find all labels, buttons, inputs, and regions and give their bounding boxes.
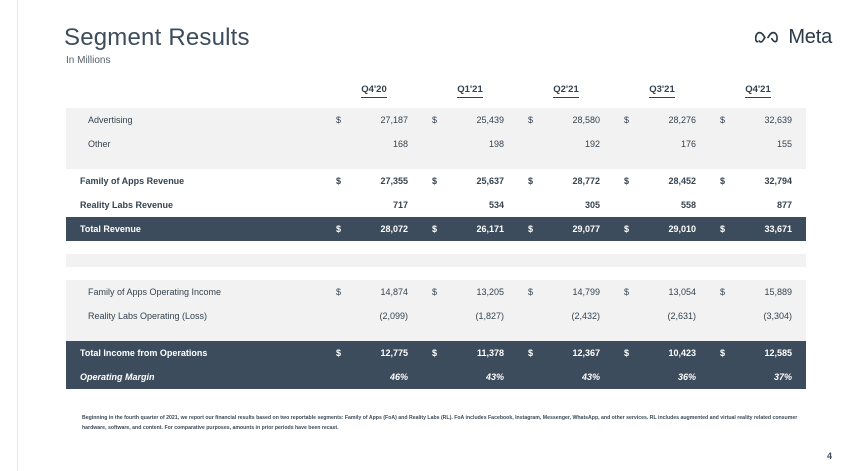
table-row (66, 280, 806, 304)
cell-q3-21: $ 28,452 (614, 169, 710, 193)
cell-q2-21: 192 (518, 132, 614, 156)
table-spacer (66, 328, 806, 341)
cell-q1-21: $ 25,637 (422, 169, 518, 193)
cell-q2-21: $ 29,077 (518, 217, 614, 241)
cell-q4-20: $ 12,775 (326, 341, 422, 365)
col-header-label (66, 76, 326, 103)
cell-q3-21: 558 (614, 193, 710, 217)
row-label: Family of Apps Operating Income (66, 280, 326, 304)
cell-q4-21: 155 (710, 132, 806, 156)
row-label: Reality Labs Operating (Loss) (66, 304, 326, 328)
table-header-row (66, 76, 806, 103)
cell-q2-21: (2,432) (518, 304, 614, 328)
table-row-total-revenue (66, 217, 806, 241)
page-number: 4 (826, 451, 832, 461)
col-header-q1-21: Q1'21 (422, 76, 518, 103)
cell-q4-21: $ 32,794 (710, 169, 806, 193)
table-row-total-income (66, 341, 806, 365)
cell-q4-21: (3,304) (710, 304, 806, 328)
slide-content (18, 0, 854, 471)
row-label: Family of Apps Revenue (66, 169, 326, 193)
cell-q4-20: 46% (326, 365, 422, 389)
cell-q4-20: $ 14,874 (326, 280, 422, 304)
col-header-q4-21: Q4'21 (710, 76, 806, 103)
row-label: Other (66, 132, 326, 156)
cell-q3-21: 36% (614, 365, 710, 389)
table-row (66, 108, 806, 132)
cell-q1-21: $ 13,205 (422, 280, 518, 304)
cell-q4-21: $ 15,889 (710, 280, 806, 304)
meta-infinity-icon (755, 29, 781, 46)
table-spacer (66, 267, 806, 280)
col-header-q4-20: Q4'20 (326, 76, 422, 103)
cell-q4-21: $ 12,585 (710, 341, 806, 365)
row-label: Total Income from Operations (66, 341, 326, 365)
cell-q2-21: $ 28,772 (518, 169, 614, 193)
cell-q1-21: $ 25,439 (422, 108, 518, 132)
cell-q4-21: $ 33,671 (710, 217, 806, 241)
col-header-q2-21: Q2'21 (518, 76, 614, 103)
table-row (66, 304, 806, 328)
cell-q2-21: 305 (518, 193, 614, 217)
table-spacer (66, 254, 806, 267)
page-title: Segment Results (64, 24, 250, 51)
cell-q2-21: $ 12,367 (518, 341, 614, 365)
table-row (66, 169, 806, 193)
slide-left-rail (0, 0, 18, 471)
col-header-q3-21: Q3'21 (614, 76, 710, 103)
cell-q1-21: 43% (422, 365, 518, 389)
table-row (66, 193, 806, 217)
meta-wordmark: Meta (788, 26, 832, 48)
segment-results-table (66, 76, 806, 389)
table-body (66, 103, 806, 389)
cell-q3-21: $ 28,276 (614, 108, 710, 132)
cell-q4-21: 37% (710, 365, 806, 389)
cell-q4-21: 877 (710, 193, 806, 217)
cell-q3-21: $ 10,423 (614, 341, 710, 365)
row-label: Total Revenue (66, 217, 326, 241)
row-label: Operating Margin (66, 365, 326, 389)
cell-q3-21: $ 29,010 (614, 217, 710, 241)
cell-q3-21: $ 13,054 (614, 280, 710, 304)
cell-q4-20: $ 27,355 (326, 169, 422, 193)
cell-q1-21: $ 26,171 (422, 217, 518, 241)
cell-q4-20: 168 (326, 132, 422, 156)
row-label: Advertising (66, 108, 326, 132)
cell-q1-21: $ 11,378 (422, 341, 518, 365)
cell-q3-21: (2,631) (614, 304, 710, 328)
cell-q2-21: 43% (518, 365, 614, 389)
row-label: Reality Labs Revenue (66, 193, 326, 217)
cell-q1-21: 198 (422, 132, 518, 156)
table-spacer (66, 241, 806, 254)
meta-logo (755, 26, 832, 49)
cell-q4-20: $ 27,187 (326, 108, 422, 132)
cell-q2-21: $ 14,799 (518, 280, 614, 304)
cell-q3-21: 176 (614, 132, 710, 156)
cell-q4-20: 717 (326, 193, 422, 217)
cell-q4-21: $ 32,639 (710, 108, 806, 132)
cell-q2-21: $ 28,580 (518, 108, 614, 132)
footnote: Beginning in the fourth quarter of 2021, we report our financial results based on two reportable segments: Family of Apps (FoA) and Reality Labs (RL). FoA includes Facebook, Instagram, Messenger, WhatsApp, and other services. RL includes augmented and virtual reality related consumer hardware, software, and content. For comparative purposes, amounts in prior periods have been recast. (82, 415, 798, 431)
table-row (66, 132, 806, 156)
cell-q1-21: (1,827) (422, 304, 518, 328)
cell-q1-21: 534 (422, 193, 518, 217)
cell-q4-20: $ 28,072 (326, 217, 422, 241)
cell-q4-20: (2,099) (326, 304, 422, 328)
page-subtitle: In Millions (66, 55, 111, 66)
table-spacer (66, 156, 806, 169)
table-row-operating-margin (66, 365, 806, 389)
